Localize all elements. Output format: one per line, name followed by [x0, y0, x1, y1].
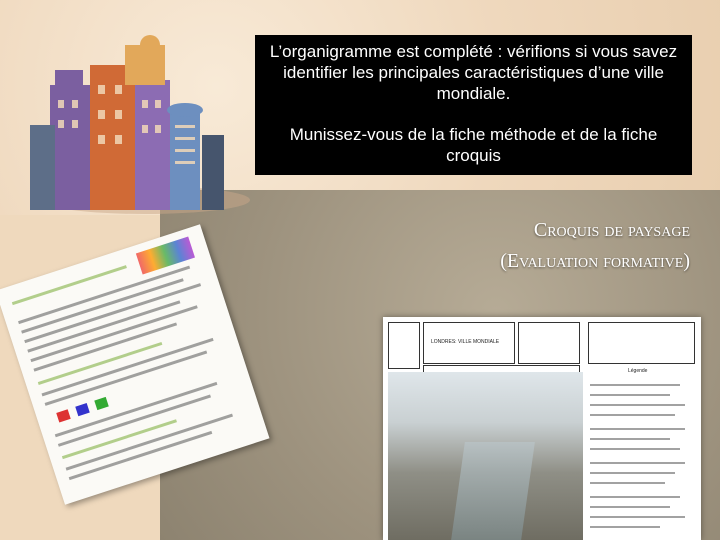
sketch-sheet-image [383, 317, 701, 540]
globe-thumbnail [388, 322, 420, 369]
legend-label: Légende [628, 368, 648, 374]
thames-river [451, 442, 535, 540]
sheet-heading: LONDRES: VILLE MONDIALE [431, 339, 500, 345]
city-illustration [30, 25, 255, 215]
slide-title-line2: (Evaluation formative) [500, 250, 690, 272]
instruction-materials-text: Munissez-vous de la fiche méthode et de la fiche croquis [289, 125, 658, 165]
instruction-text: L’organigramme est complété : vérifions si vous savez identifier les principales caractéristiques d’une ville mondiale. [269, 42, 678, 103]
slide-title-line1: Croquis de paysage [533, 219, 690, 241]
instruction-box [255, 35, 692, 175]
slide-title [470, 215, 690, 277]
